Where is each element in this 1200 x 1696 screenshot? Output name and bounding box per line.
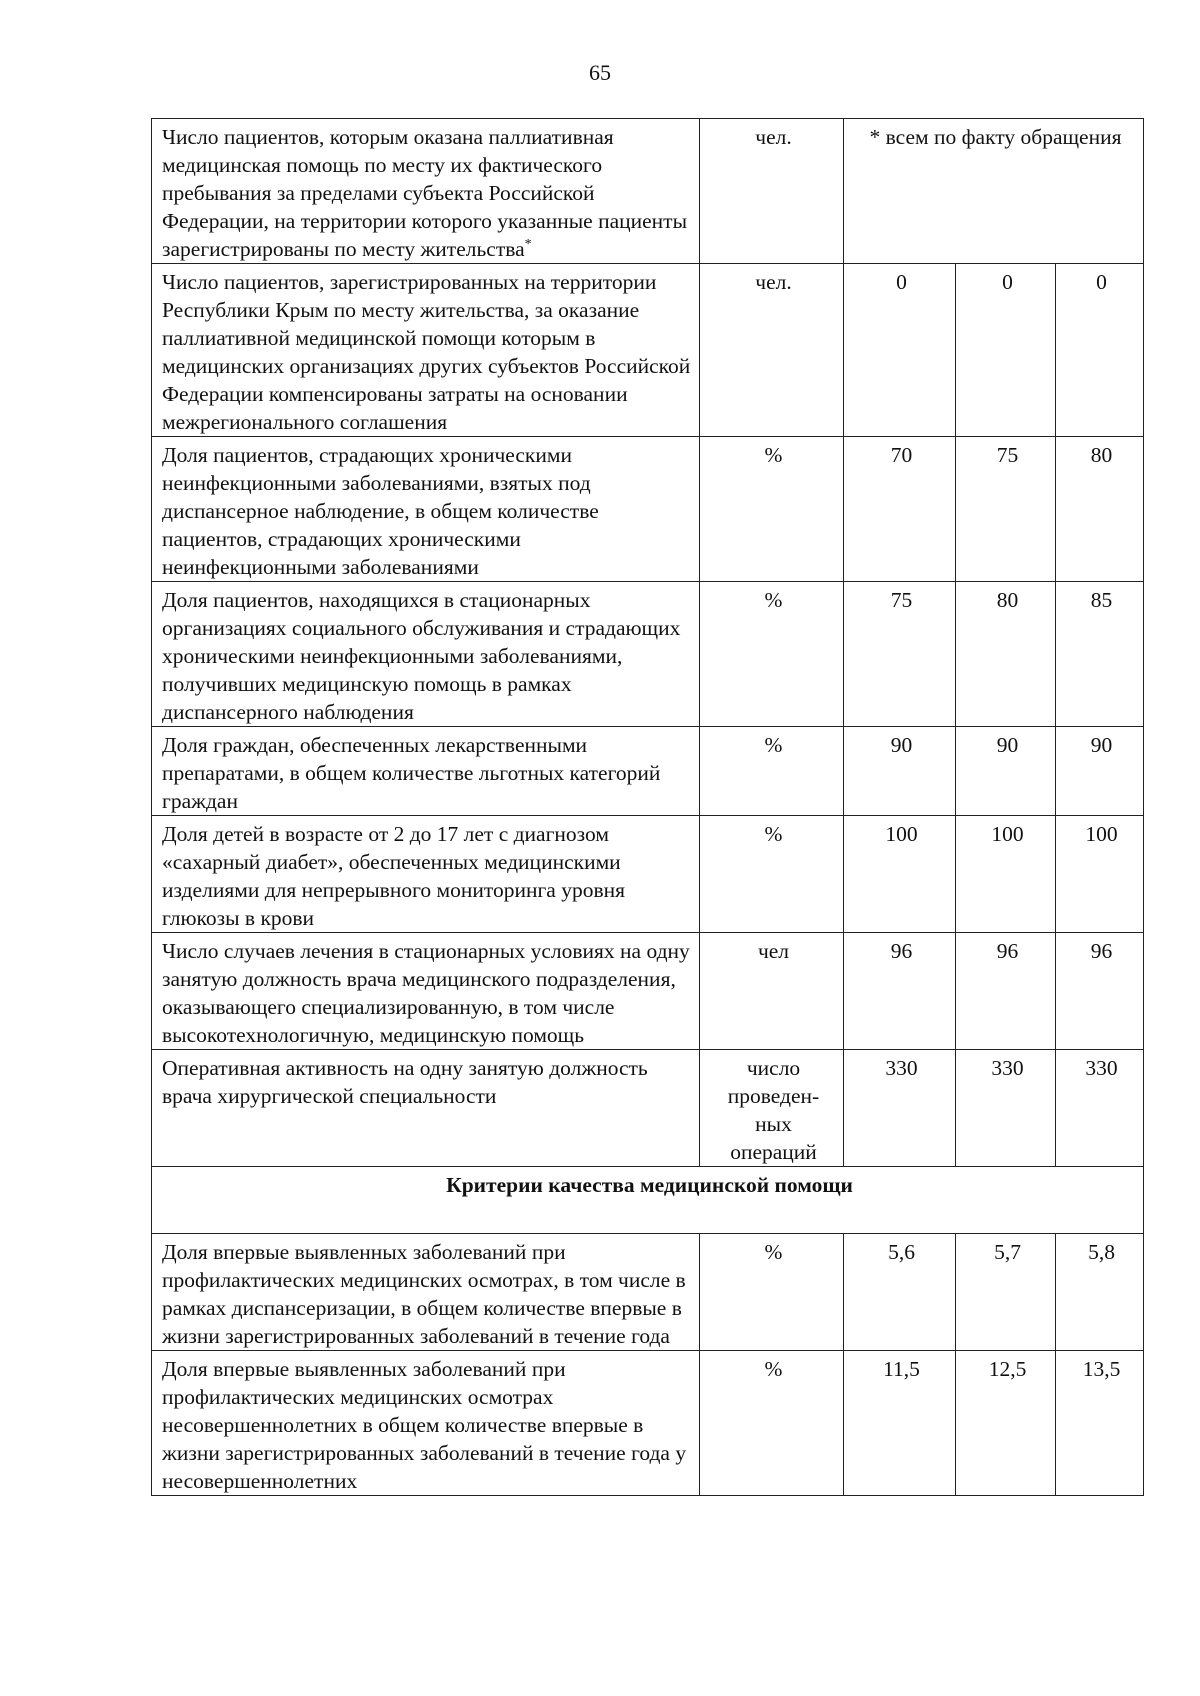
value-cell: 12,5 [956,1351,1056,1496]
value-cell: 13,5 [1056,1351,1144,1496]
table-row [152,264,1144,437]
value-cell: 100 [844,816,956,933]
value-cell: 70 [844,437,956,582]
table-row [152,1351,1144,1496]
indicator-name: Доля граждан, обеспеченных лекарственными препаратами, в общем количестве льготных категорий граждан [152,727,700,816]
unit-cell: чел. [700,264,844,437]
value-cell: 96 [844,933,956,1050]
indicator-name: Число случаев лечения в стационарных условиях на одну занятую должность врача медицинского подразделения, оказывающего специализированную, в том числе высокотехнологичную, медицинскую помощь [152,933,700,1050]
value-cell: 90 [844,727,956,816]
value-cell: 11,5 [844,1351,956,1496]
indicator-name: Оперативная активность на одну занятую должность врача хирургической специальности [152,1050,700,1167]
indicator-name: Число пациентов, зарегистрированных на территории Республики Крым по месту жительства, за оказание паллиативной медицинской помощи которым в медицинских организациях других субъектов Российской Федерации компенсированы затраты на основании межрегионального соглашения [152,264,700,437]
value-cell: 75 [844,582,956,727]
value-cell: 80 [956,582,1056,727]
indicators-table [151,118,1144,1496]
table-row [152,119,1144,264]
unit-cell: число проведен-ных операций [700,1050,844,1167]
indicator-name: Доля впервые выявленных заболеваний при профилактических медицинских осмотрах несовершеннолетних в общем количестве впервые в жизни зарегистрированных заболеваний в течение года у несовершеннолетних [152,1351,700,1496]
value-cell: 5,6 [844,1234,956,1351]
value-cell: 90 [956,727,1056,816]
value-cell: 5,7 [956,1234,1056,1351]
value-cell: 85 [1056,582,1144,727]
value-cell: 75 [956,437,1056,582]
unit-cell: % [700,437,844,582]
value-cell: 0 [1056,264,1144,437]
page-number: 65 [589,60,611,85]
indicator-name: Число пациентов, которым оказана паллиативная медицинская помощь по месту их фактического пребывания за пределами субъекта Российской Федерации, на территории которого указанные пациенты зарегистрированы по месту жительства* [152,119,700,264]
indicator-name: Доля пациентов, страдающих хроническими неинфекционными заболеваниями, взятых под диспансерное наблюдение, в общем количестве пациентов, страдающих хроническими неинфекционными заболеваниями [152,437,700,582]
unit-cell: чел. [700,119,844,264]
unit-cell: % [700,816,844,933]
value-cell: 96 [1056,933,1144,1050]
table-row [152,816,1144,933]
unit-cell: % [700,1351,844,1496]
table-row [152,1050,1144,1167]
value-cell: 330 [844,1050,956,1167]
footnote-cell: * всем по факту обращения [844,119,1144,264]
value-cell: 90 [1056,727,1144,816]
table-row [152,437,1144,582]
value-cell: 0 [956,264,1056,437]
section-heading: Критерии качества медицинской помощи [152,1167,1144,1234]
value-cell: 330 [956,1050,1056,1167]
value-cell: 330 [1056,1050,1144,1167]
value-cell: 100 [1056,816,1144,933]
indicator-name: Доля пациентов, находящихся в стационарных организациях социального обслуживания и страдающих хроническими неинфекционными заболеваниями, получивших медицинскую помощь в рамках диспансерного наблюдения [152,582,700,727]
value-cell: 96 [956,933,1056,1050]
value-cell: 80 [1056,437,1144,582]
section-row [152,1167,1144,1234]
unit-cell: чел [700,933,844,1050]
unit-cell: % [700,1234,844,1351]
table-row [152,933,1144,1050]
table-row [152,1234,1144,1351]
table-row [152,582,1144,727]
unit-cell: % [700,582,844,727]
unit-cell: % [700,727,844,816]
value-cell: 5,8 [1056,1234,1144,1351]
indicator-name: Доля впервые выявленных заболеваний при профилактических медицинских осмотрах, в том числе в рамках диспансеризации, в общем количестве впервые в жизни зарегистрированных заболеваний в течение года [152,1234,700,1351]
value-cell: 100 [956,816,1056,933]
footnote-marker: * [524,236,532,252]
indicator-name: Доля детей в возрасте от 2 до 17 лет с диагнозом «сахарный диабет», обеспеченных медицинскими изделиями для непрерывного мониторинга уровня глюкозы в крови [152,816,700,933]
table-row [152,727,1144,816]
value-cell: 0 [844,264,956,437]
